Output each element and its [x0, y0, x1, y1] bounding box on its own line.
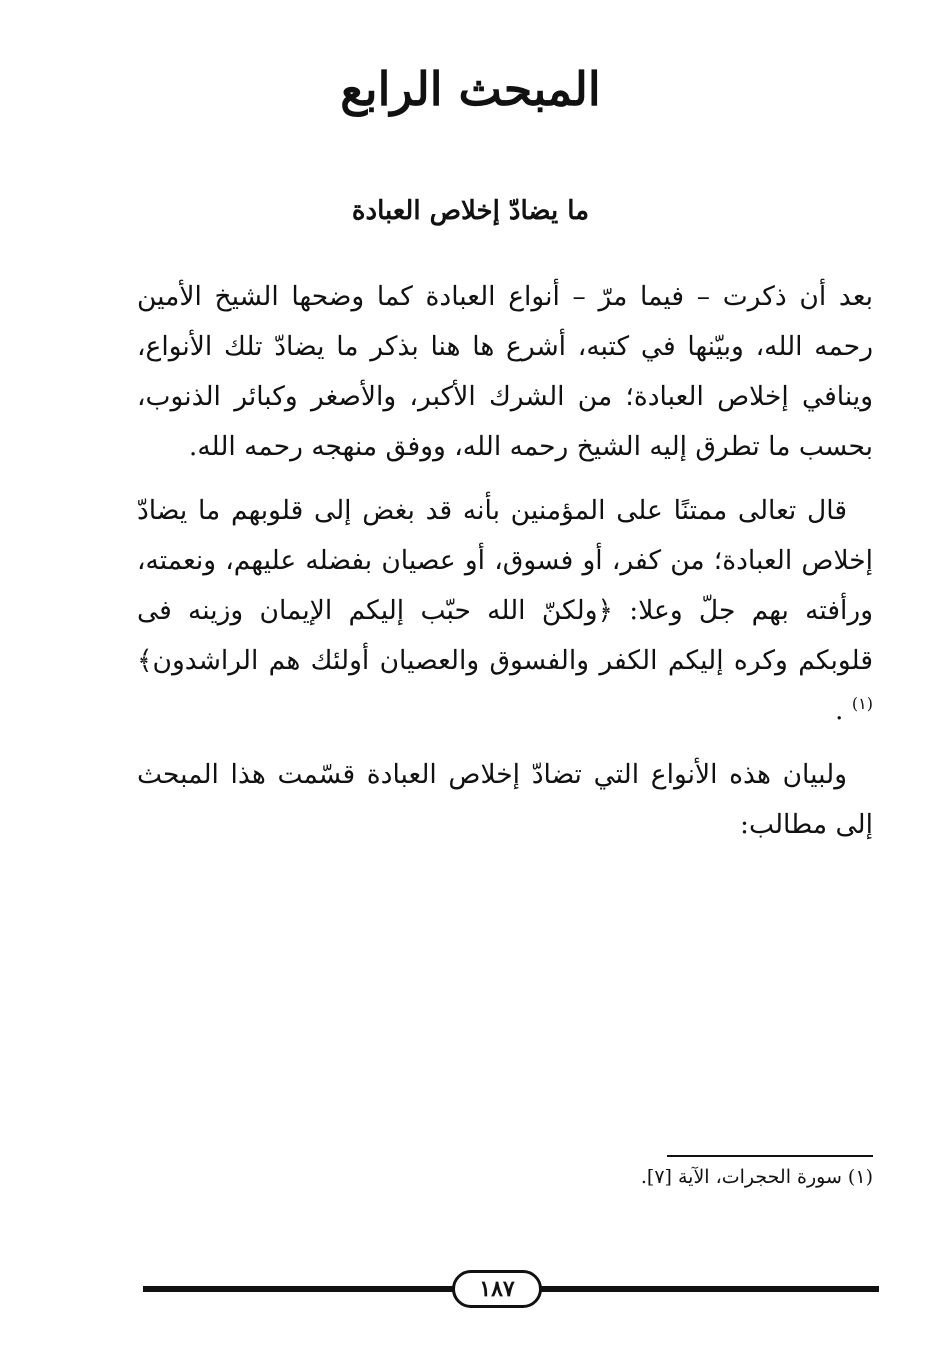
paragraph-1: بعد أن ذكرت – فيما مرّ – أنواع العبادة كما وضحها الشيخ الأمين رحمه الله، وبيّنها في كتبه، أشرع ها هنا بذكر ما يضادّ تلك الأنواع، وينافي إخلاص العبادة؛ من الشرك الأكبر، والأصغر وكبائر الذنوب، بحسب ما تطرق إليه الشيخ رحمه الله، ووفق منهجه رحمه الله. — [137, 281, 873, 462]
paragraph-3: ولبيان هذه الأنواع التي تضادّ إخلاص العبادة قسّمت هذا المبحث إلى مطالب: — [137, 759, 873, 840]
chapter-title: المبحث الرابع — [340, 62, 601, 116]
footnote-marker: (١) — [851, 694, 873, 714]
footnote-divider — [667, 1155, 873, 1157]
paragraph-2 — [137, 486, 873, 736]
footnote: (١) سورة الحجرات، الآية [٧]. — [640, 1166, 873, 1188]
section-title: ما يضادّ إخلاص العبادة — [351, 196, 590, 226]
paragraph-2-end: . — [835, 695, 844, 726]
page-number: ١٨٧ — [452, 1270, 542, 1308]
paragraph-2-text: قال تعالى ممتنًا على المؤمنين بأنه قد بغض إلى قلوبهم ما يضادّ إخلاص العبادة؛ من كفر، أو فسوق، أو عصيان بفضله عليهم، ونعمته، ورأفته بهم جلّ وعلا: ﴿ولكنّ الله حبّب إليكم الإيمان وزينه فى قلوبكم وكره إليكم الكفر والفسوق والعصيان أولئك هم الراشدون﴾ — [137, 495, 873, 676]
body-text — [137, 272, 873, 864]
